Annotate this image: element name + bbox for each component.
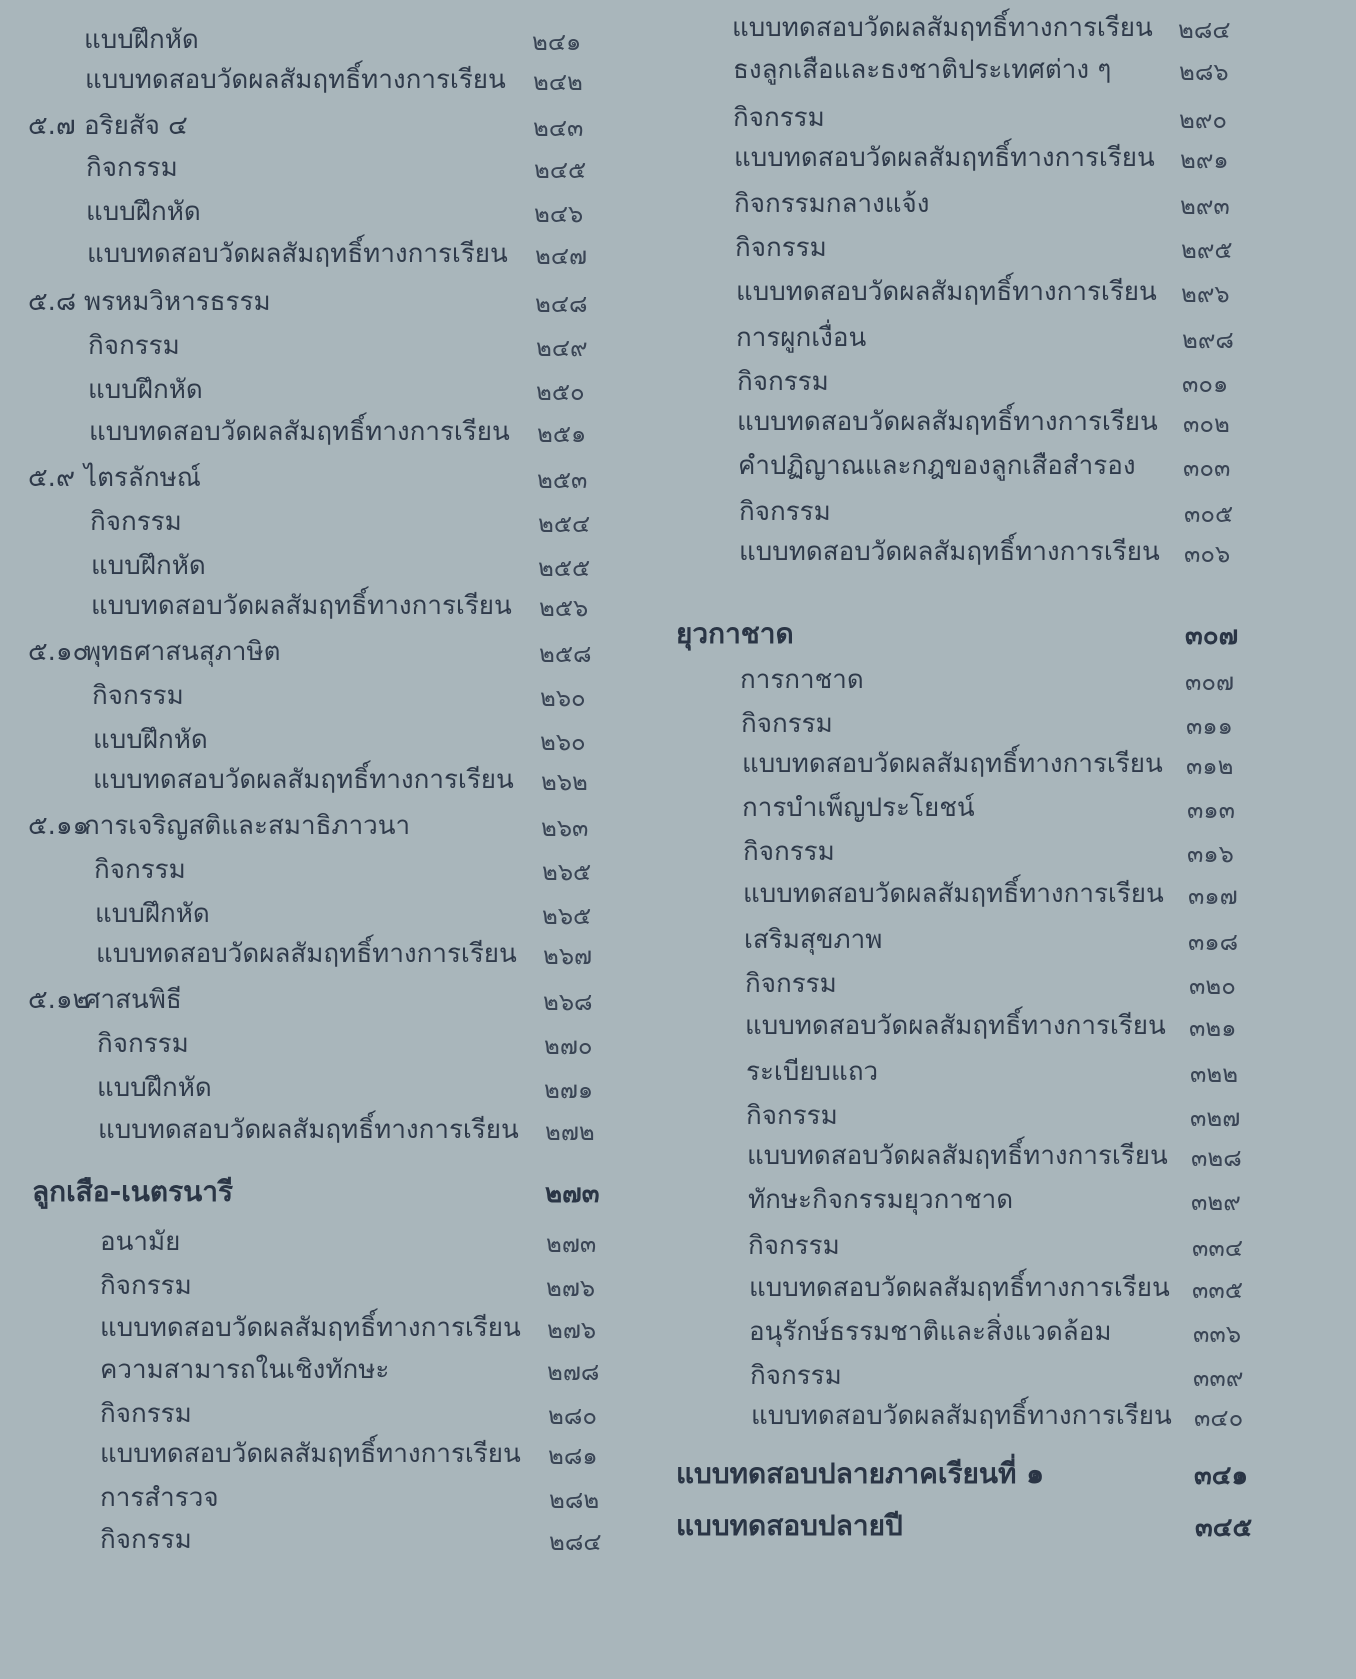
toc-entry: [0, 1139, 1356, 1173]
entry-title: แบบทดสอบวัดผลสัมฤทธิ์ทางการเรียน: [742, 749, 1163, 779]
entry-title: การกาชาด: [740, 665, 864, 695]
entry-title: กิจกรรม: [90, 507, 182, 537]
toc-entry: [0, 141, 1356, 175]
entry-title: คำปฏิญาณและกฎของลูกเสือสำรอง: [738, 451, 1136, 481]
toc-entry: [0, 1271, 1356, 1305]
entry-title: แบบทดสอบวัดผลสัมฤทธิ์ทางการเรียน: [747, 1141, 1168, 1171]
toc-entry: [0, 321, 1356, 355]
entry-title: กิจกรรม: [97, 1029, 189, 1059]
page-number: ๒๗๑: [544, 1076, 594, 1104]
toc-entry: [0, 791, 1356, 825]
entry-title: แบบฝึกหัด: [84, 25, 199, 55]
page-number: ๓๒๑: [1189, 1014, 1237, 1042]
page-number: ๒๕๕: [538, 554, 591, 582]
entry-title: แบบฝึกหัด: [91, 551, 206, 581]
entry-title: การเจริญสติและสมาธิภาวนา: [84, 811, 411, 841]
page-number: ๓๒๙: [1191, 1188, 1241, 1216]
section-number: ๕.๑๐: [28, 637, 89, 667]
toc-entry: [0, 1509, 1356, 1543]
toc-entry: [0, 53, 1356, 87]
entry-title: แบบฝึกหัด: [97, 1073, 212, 1103]
page-number: ๓๐๑: [1182, 370, 1229, 398]
page-number: ๒๖๒: [541, 768, 588, 796]
entry-title: แบบทดสอบวัดผลสัมฤทธิ์ทางการเรียน: [91, 591, 512, 621]
entry-title: แบบทดสอบวัดผลสัมฤทธิ์ทางการเรียน: [739, 537, 1160, 567]
entry-title: กิจกรรม: [745, 969, 837, 999]
page-number: ๒๘๔: [549, 1528, 602, 1556]
page-number: ๓๐๗: [1185, 668, 1235, 696]
toc-entry: [0, 187, 1356, 221]
page-number: ๓๓๙: [1193, 1364, 1244, 1392]
toc-entry: [0, 835, 1356, 869]
page-number: ๒๘๐: [548, 1402, 597, 1430]
page-number: ๓๒๘: [1191, 1144, 1242, 1172]
entry-title: แบบทดสอบวัดผลสัมฤทธิ์ทางการเรียน: [100, 1313, 521, 1343]
toc-entry: [0, 231, 1356, 265]
entry-title: ทักษะกิจกรรมยุวกาชาด: [748, 1185, 1014, 1215]
toc-entry: [0, 449, 1356, 483]
toc-entry: [0, 1359, 1356, 1393]
page-number: ๓๑๗: [1188, 882, 1238, 910]
entry-title: พรหมวิหารธรรม: [84, 287, 271, 317]
toc-entry: [0, 405, 1356, 439]
toc-entry: [0, 663, 1356, 697]
page-number: ๓๑๑: [1186, 712, 1233, 740]
page-number: ๒๗๖: [546, 1274, 596, 1302]
page-number: ๓๔๐: [1194, 1404, 1244, 1432]
page-number: ๒๖๕: [542, 858, 592, 886]
page-number: ๒๘๔: [1178, 16, 1231, 44]
entry-title: การผูกเงื่อน: [736, 323, 867, 353]
toc-entry: [0, 11, 1356, 45]
entry-title: กิจกรรม: [746, 1101, 838, 1131]
page-number: ๒๕๓: [537, 466, 588, 494]
entry-title: กิจกรรม: [743, 837, 835, 867]
entry-title: แบบทดสอบวัดผลสัมฤทธิ์ทางการเรียน: [87, 239, 508, 269]
entry-title: ไตรลักษณ์: [84, 463, 201, 493]
toc-entry: [0, 365, 1356, 399]
entry-title: แบบฝึกหัด: [93, 725, 208, 755]
toc-entry: [0, 1183, 1356, 1217]
entry-title: แบบทดสอบวัดผลสัมฤทธิ์ทางการเรียน: [96, 939, 517, 969]
toc-entry: [0, 923, 1356, 957]
page-number: ๒๙๐: [1179, 106, 1228, 134]
page-number: ๓๒๒: [1190, 1060, 1239, 1088]
page-number: ๒๕๖: [539, 594, 589, 622]
entry-title: แบบฝึกหัด: [95, 899, 210, 929]
entry-title: แบบทดสอบวัดผลสัมฤทธิ์ทางการเรียน: [734, 143, 1155, 173]
entry-title: กิจกรรม: [86, 153, 178, 183]
page-number: ๓๑๒: [1186, 752, 1234, 780]
page-number: ๒๘๒: [549, 1486, 600, 1514]
toc-entry: [0, 275, 1356, 309]
section-number: ๕.๑๑: [28, 811, 89, 841]
entry-title: แบบทดสอบวัดผลสัมฤทธิ์ทางการเรียน: [93, 765, 514, 795]
page-number: ๒๖๐: [540, 728, 586, 756]
section-number: ๕.๘: [28, 287, 77, 317]
toc-entry: [0, 535, 1356, 569]
entry-title: กิจกรรม: [748, 1231, 840, 1261]
page-number: ๓๐๗: [1185, 621, 1239, 651]
page-number: ๒๔๘: [535, 290, 588, 318]
entry-title: ระเบียบแถว: [746, 1057, 879, 1087]
page-number: ๒๖๘: [543, 988, 593, 1016]
entry-title: แบบฝึกหัด: [88, 375, 203, 405]
entry-title: กิจกรรม: [739, 497, 831, 527]
entry-title: แบบทดสอบวัดผลสัมฤทธิ์ทางการเรียน: [100, 1439, 521, 1469]
entry-title: แบบทดสอบปลายภาคเรียนที่ ๑: [676, 1457, 1045, 1490]
entry-title: กิจกรรม: [741, 709, 833, 739]
page-number: ๒๙๘: [1182, 326, 1234, 354]
page-number: ๒๔๕: [534, 156, 587, 184]
entry-title: แบบทดสอบวัดผลสัมฤทธิ์ทางการเรียน: [736, 277, 1157, 307]
entry-title: กิจกรรม: [735, 233, 827, 263]
entry-title: เสริมสุขภาพ: [744, 925, 883, 955]
entry-title: แบบทดสอบวัดผลสัมฤทธิ์ทางการเรียน: [751, 1401, 1172, 1431]
page-number: ๓๐๓: [1183, 454, 1231, 482]
toc-entry: [0, 617, 1356, 651]
entry-title: แบบทดสอบวัดผลสัมฤทธิ์ทางการเรียน: [737, 407, 1158, 437]
entry-title: อนามัย: [100, 1227, 181, 1257]
page-number: ๓๓๔: [1192, 1234, 1243, 1262]
page-number: ๒๘๖: [1179, 58, 1229, 86]
page-number: ๒๔๒: [533, 68, 583, 96]
toc-entry: [0, 1055, 1356, 1089]
entry-title: กิจกรรม: [733, 103, 825, 133]
toc-entry: [0, 1399, 1356, 1433]
entry-title: ความสามารถในเชิงทักษะ: [100, 1355, 390, 1385]
entry-title: แบบทดสอบวัดผลสัมฤทธิ์ทางการเรียน: [749, 1273, 1170, 1303]
page-number: ๒๗๘: [547, 1358, 600, 1386]
page-number: ๒๕๘: [539, 640, 592, 668]
section-number: ๕.๑๒: [28, 985, 90, 1015]
entry-title: กิจกรรม: [100, 1399, 192, 1429]
entry-title: ศาสนพิธี: [84, 985, 182, 1015]
entry-title: ลูกเสือ-เนตรนารี: [32, 1175, 234, 1208]
page-number: ๓๐๖: [1184, 540, 1231, 568]
page-number: ๓๑๖: [1187, 840, 1234, 868]
page-number: ๓๓๖: [1193, 1320, 1242, 1348]
toc-entry: [0, 1009, 1356, 1043]
toc-entry: [0, 1457, 1356, 1491]
page-number: ๒๕๑: [537, 420, 587, 448]
entry-title: กิจกรรม: [750, 1361, 842, 1391]
page-number: ๓๐๒: [1183, 410, 1230, 438]
section-number: ๕.๙: [28, 463, 75, 493]
page-number: ๒๔๗: [535, 242, 588, 270]
page-number: ๒๔๙: [536, 334, 588, 362]
page-number: ๒๖๓: [541, 814, 589, 842]
toc-entry: [0, 967, 1356, 1001]
toc-entry: [0, 1315, 1356, 1349]
page-number: ๒๔๖: [534, 200, 584, 228]
entry-title: แบบทดสอบวัดผลสัมฤทธิ์ทางการเรียน: [85, 65, 506, 95]
page-number: ๒๖๕: [542, 902, 592, 930]
entry-title: แบบทดสอบปลายปี: [676, 1509, 903, 1542]
entry-title: แบบทดสอบวัดผลสัมฤทธิ์ทางการเรียน: [745, 1011, 1166, 1041]
entry-title: การสำรวจ: [100, 1483, 219, 1513]
page-number: ๓๔๕: [1195, 1513, 1253, 1543]
entry-title: แบบฝึกหัด: [86, 197, 201, 227]
entry-title: แบบทดสอบวัดผลสัมฤทธิ์ทางการเรียน: [732, 13, 1153, 43]
page-number: ๒๖๐: [540, 684, 586, 712]
page-number: ๒๔๑: [532, 28, 582, 56]
entry-title: กิจกรรม: [100, 1525, 192, 1555]
page-number: ๒๙๖: [1181, 280, 1230, 308]
toc-entry: [0, 1229, 1356, 1263]
toc-entry: [0, 877, 1356, 911]
page-number: ๒๖๗: [543, 942, 593, 970]
page-number: ๒๕๔: [538, 510, 591, 538]
entry-title: การบำเพ็ญประโยชน์: [742, 793, 975, 823]
entry-title: พุทธศาสนสุภาษิต: [84, 637, 281, 667]
page-number: ๓๑๘: [1188, 928, 1239, 956]
toc-entry: [0, 747, 1356, 781]
page-number: ๒๙๕: [1181, 236, 1233, 264]
page-number: ๓๓๕: [1192, 1276, 1243, 1304]
toc-entry: [0, 495, 1356, 529]
page-number: ๒๕๐: [536, 378, 585, 406]
toc-entry: [0, 1099, 1356, 1133]
page-number: ๒๗๒: [545, 1118, 595, 1146]
entry-title: กิจกรรม: [92, 681, 184, 711]
entry-title: อนุรักษ์ธรรมชาติและสิ่งแวดล้อม: [749, 1317, 1112, 1347]
page-number: ๒๘๑: [548, 1442, 598, 1470]
toc-entry: [0, 101, 1356, 135]
section-number: ๕.๗: [28, 111, 76, 141]
page-number: ๓๒๐: [1189, 972, 1236, 1000]
page-number: ๒๗๐: [544, 1032, 593, 1060]
entry-title: แบบทดสอบวัดผลสัมฤทธิ์ทางการเรียน: [89, 417, 510, 447]
entry-title: กิจกรรมกลางแจ้ง: [734, 189, 930, 219]
page-number: ๓๒๗: [1190, 1104, 1241, 1132]
entry-title: แบบทดสอบวัดผลสัมฤทธิ์ทางการเรียน: [743, 879, 1164, 909]
page-number: ๓๐๕: [1184, 500, 1234, 528]
page-number: ๒๗๓: [545, 1179, 600, 1209]
page-number: ๒๔๓: [533, 114, 584, 142]
entry-title: กิจกรรม: [737, 367, 829, 397]
entry-title: ยุวกาชาด: [676, 617, 794, 650]
toc-entry: [0, 707, 1356, 741]
page-number: ๒๗๖: [547, 1316, 597, 1344]
page-number: ๓๑๓: [1187, 796, 1236, 824]
entry-title: กิจกรรม: [100, 1271, 192, 1301]
entry-title: กิจกรรม: [88, 331, 180, 361]
entry-title: อริยสัจ ๔: [84, 111, 188, 141]
page-number: ๒๙๓: [1180, 192, 1230, 220]
page-number: ๒๗๓: [546, 1230, 597, 1258]
entry-title: ธงลูกเสือและธงชาติประเทศต่าง ๆ: [733, 55, 1112, 85]
entry-title: กิจกรรม: [94, 855, 186, 885]
page-number: ๓๔๑: [1194, 1461, 1248, 1491]
entry-title: แบบทดสอบวัดผลสัมฤทธิ์ทางการเรียน: [98, 1115, 519, 1145]
page-number: ๒๙๑: [1180, 146, 1229, 174]
